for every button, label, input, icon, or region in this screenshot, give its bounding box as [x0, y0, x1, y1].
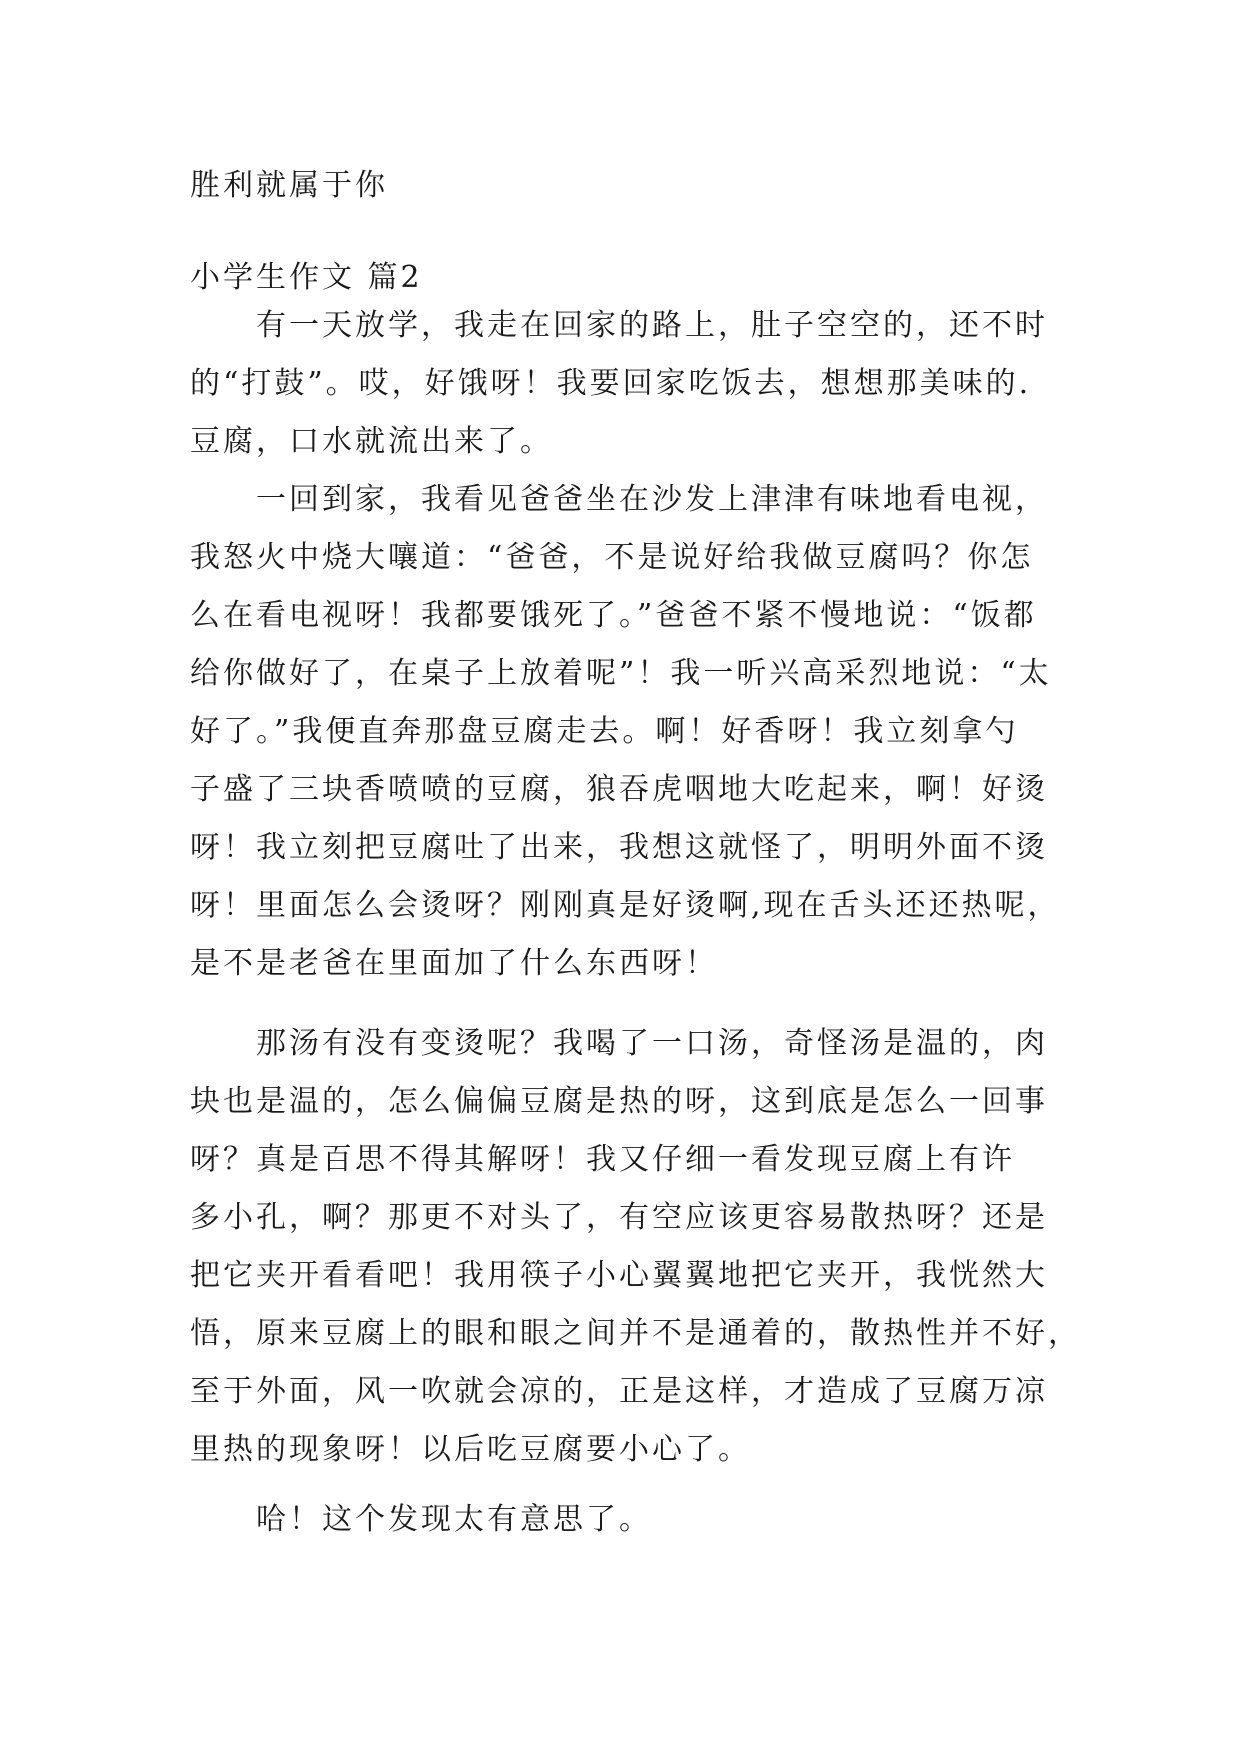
paragraph-1-line-1: 有一天放学，我走在回家的路上，肚子空空的，还不时: [256, 308, 1048, 343]
paragraph-2-line-4: 给你做好了，在桌子上放着呢”！我一听兴高采烈地说：“太: [190, 656, 1052, 691]
paragraph-3-line-2: 块也是温的，怎么偏偏豆腐是热的呀，这到底是怎么一回事: [190, 1084, 1048, 1119]
paragraph-3-line-3: 呀？真是百思不得其解呀！我又仔细一看发现豆腐上有许: [190, 1142, 1015, 1177]
paragraph-2-line-7: 呀！我立刻把豆腐吐了出来，我想这就怪了，明明外面不烫: [190, 830, 1048, 865]
paragraph-2-line-5: 好了。”我便直奔那盘豆腐走去。啊！好香呀！我立刻拿勺: [190, 714, 1019, 749]
paragraph-3-line-6: 悟，原来豆腐上的眼和眼之间并不是通着的，散热性并不好，: [190, 1316, 1081, 1351]
paragraph-2-line-8: 呀！里面怎么会烫呀？刚刚真是好烫啊,现在舌头还还热呢，: [190, 888, 1061, 923]
paragraph-2-line-3: 么在看电视呀！我都要饿死了。”爸爸不紧不慢地说：“饭都: [190, 598, 1037, 633]
previous-essay-ending: 胜利就属于你: [190, 168, 388, 203]
paragraph-3-line-7: 至于外面，风一吹就会凉的，正是这样，才造成了豆腐万凉: [190, 1374, 1048, 1409]
paragraph-2-line-9: 是不是老爸在里面加了什么东西呀！: [190, 946, 718, 981]
paragraph-4-line-1: 哈！这个发现太有意思了。: [256, 1502, 652, 1537]
paragraph-2-line-1: 一回到家，我看见爸爸坐在沙发上津津有味地看电视，: [256, 482, 1048, 517]
section-heading: 小学生作文 篇2: [190, 260, 423, 295]
paragraph-3-line-1: 那汤有没有变烫呢？我喝了一口汤，奇怪汤是温的，肉: [256, 1026, 1048, 1061]
paragraph-1-line-2: 的“打鼓”。哎，好饿呀！我要回家吃饭去，想想那美味的.: [190, 366, 1032, 401]
paragraph-3-line-5: 把它夹开看看吧！我用筷子小心翼翼地把它夹开，我恍然大: [190, 1258, 1048, 1293]
paragraph-3-line-4: 多小孔，啊？那更不对头了，有空应该更容易散热呀？还是: [190, 1200, 1048, 1235]
paragraph-2-line-2: 我怒火中烧大嚷道：“爸爸，不是说好给我做豆腐吗？你怎: [190, 540, 1034, 575]
paragraph-3-line-8: 里热的现象呀！以后吃豆腐要小心了。: [190, 1432, 751, 1467]
paragraph-2-line-6: 子盛了三块香喷喷的豆腐，狼吞虎咽地大吃起来，啊！好烫: [190, 772, 1048, 807]
paragraph-1-line-3: 豆腐，口水就流出来了。: [190, 424, 553, 459]
